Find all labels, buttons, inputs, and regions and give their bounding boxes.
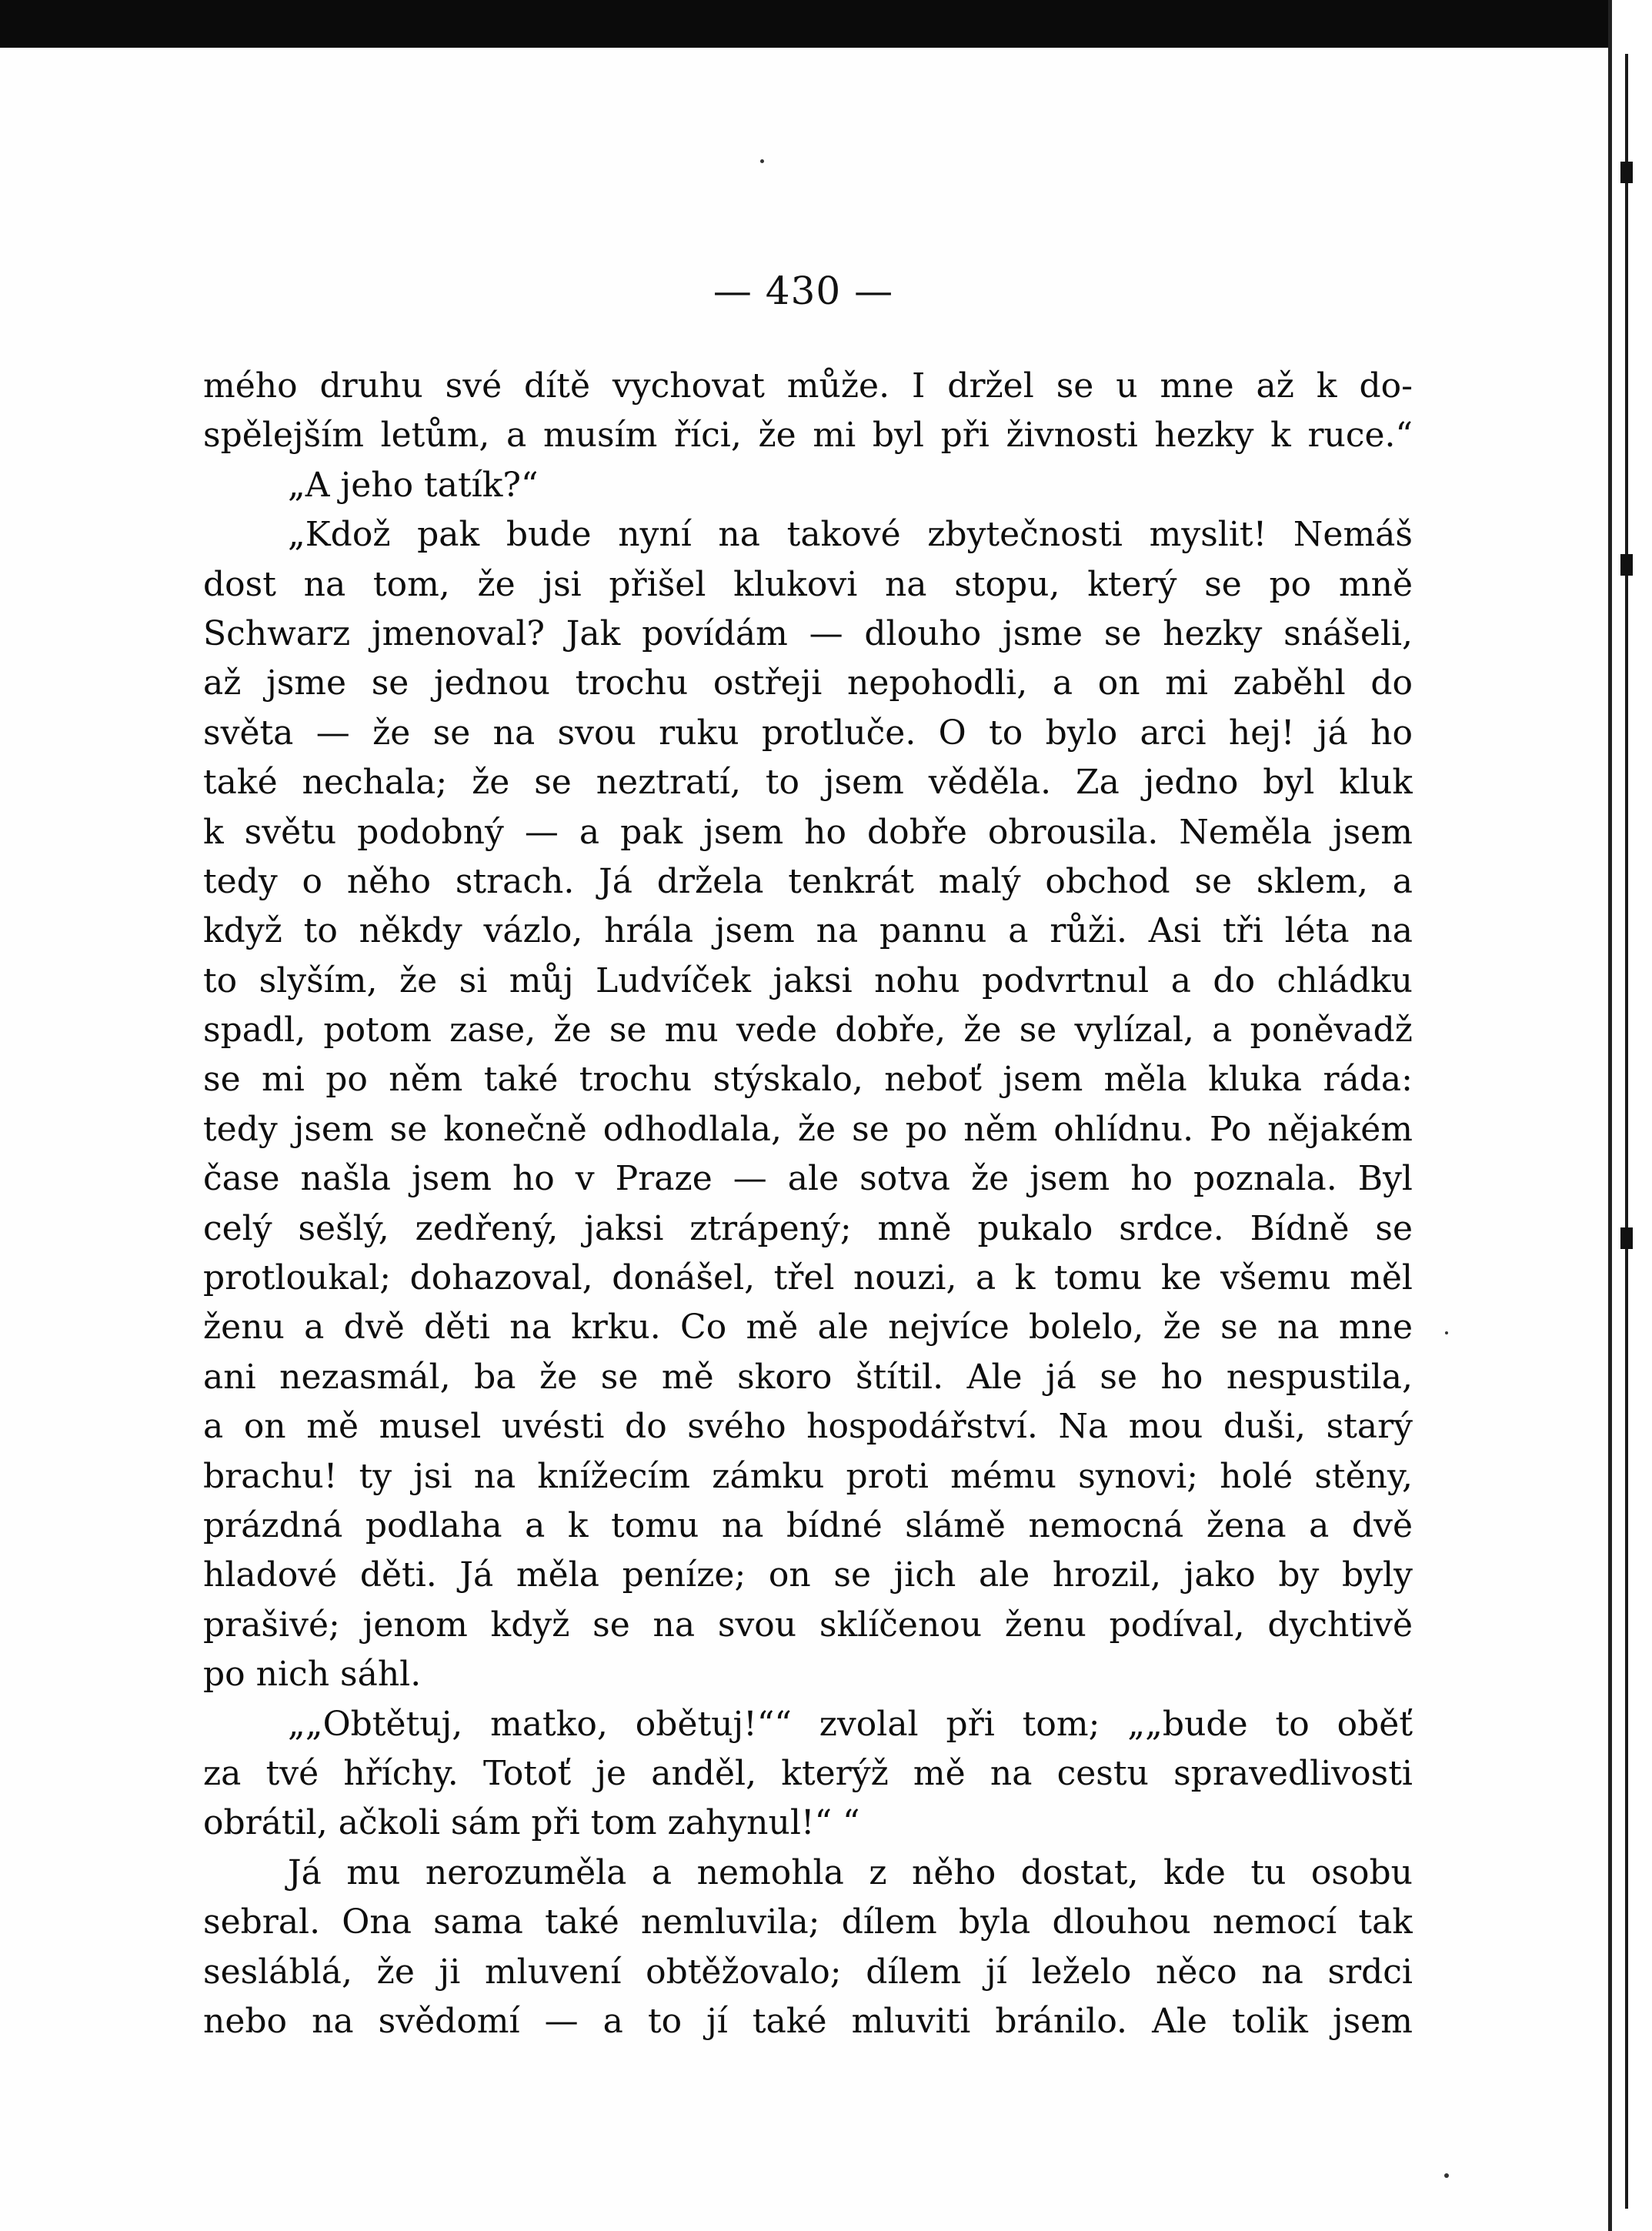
text-line: „„Obtětuj, matko, obětuj!““ zvolal při tom; „„bude to oběť (288, 1704, 1413, 1744)
text-line: prázdná podlaha a k tomu na bídné slámě nemocná žena a dvě (203, 1505, 1413, 1545)
dust-speck (1445, 1331, 1448, 1334)
text-line: to slyším, že si můj Ludvíček jaksi nohu podvrtnul a do chládku (203, 960, 1413, 1000)
text-line: a on mě musel uvésti do svého hospodářství. Na mou duši, starý (203, 1407, 1413, 1447)
text-line: protloukal; dohazoval, donášel, třel nouzi, a k tomu ke všemu měl (203, 1258, 1413, 1298)
text-line: až jsme se jednou trochu ostřeji nepohodli, a on mi zaběhl do (203, 663, 1413, 703)
text-line: brachu! ty jsi na knížecím zámku proti mému synovi; holé stěny, (203, 1456, 1413, 1496)
text-line: dost na tom, že jsi přišel klukovi na stopu, který se po mně (203, 564, 1413, 604)
book-edge-mark (1620, 162, 1633, 183)
text-line: spadl, potom zase, že se mu vede dobře, že se vylízal, a poněvadž (203, 1010, 1413, 1050)
scan-top-border (0, 0, 1652, 48)
text-line: Já mu nerozuměla a nemohla z něho dostat, kde tu osobu (288, 1852, 1413, 1892)
book-edge-mark (1620, 554, 1633, 576)
text-line: sesláblá, že ji mluvení obtěžovalo; dílem jí leželo něco na srdci (203, 1952, 1413, 1992)
text-line: prašivé; jenom když se na svou sklíčenou ženu podíval, dychtivě (203, 1605, 1413, 1645)
text-line: po nich sáhl. (203, 1655, 422, 1695)
text-line: celý sešlý, zedřený, jaksi ztrápený; mně pukalo srdce. Bídně se (203, 1208, 1413, 1248)
book-edge-line (1625, 54, 1628, 2209)
text-line: „Kdož pak bude nyní na takové zbytečnosti myslit! Nemáš (288, 515, 1413, 555)
text-line: tedy o něho strach. Já držela tenkrát malý obchod se sklem, a (203, 861, 1413, 901)
dust-speck (1444, 2173, 1449, 2178)
text-line: také nechala; že se neztratí, to jsem věděla. Za jedno byl kluk (203, 763, 1413, 803)
text-line: ženu a dvě děti na krku. Co mě ale nejvíce bolelo, že se na mne (203, 1308, 1413, 1348)
text-line: ani nezasmál, ba že se mě skoro štítil. Ale já se ho nespustila, (203, 1357, 1413, 1397)
text-line: spělejším letům, a musím říci, že mi byl při živnosti hezky k ruce.“ (203, 416, 1413, 456)
text-line: se mi po něm také trochu stýskalo, neboť jsem měla kluka ráda: (203, 1060, 1413, 1100)
text-line: Schwarz jmenoval? Jak povídám — dlouho jsme se hezky snášeli, (203, 613, 1413, 653)
text-line: čase našla jsem ho v Praze — ale sotva že jsem ho poznala. Byl (203, 1159, 1413, 1199)
text-line: světa — že se na svou ruku protluče. O to bylo arci hej! já ho (203, 713, 1413, 753)
text-line: hladové děti. Já měla peníze; on se jich ale hrozil, jako by byly (203, 1555, 1413, 1595)
text-line: „A jeho tatík?“ (288, 465, 539, 505)
text-line: k světu podobný — a pak jsem ho dobře obrousila. Neměla jsem (203, 812, 1413, 852)
dust-speck (760, 159, 764, 163)
text-line: nebo na svědomí — a to jí také mluviti bránilo. Ale tolik jsem (203, 2001, 1413, 2041)
page-number: — 430 — (713, 269, 894, 313)
book-edge (1608, 0, 1652, 2231)
text-line: tedy jsem se konečně odhodlala, že se po něm ohlídnu. Po nějakém (203, 1109, 1413, 1149)
text-line: obrátil, ačkoli sám při tom zahynul!“ “ (203, 1803, 860, 1843)
text-line: mého druhu své dítě vychovat může. I držel se u mne až k do- (203, 366, 1413, 406)
body-text (203, 362, 1413, 2046)
book-page (0, 48, 1607, 2231)
text-line: za tvé hříchy. Totoť je anděl, kterýž mě na cestu spravedlivosti (203, 1753, 1413, 1793)
book-edge-mark (1620, 1227, 1633, 1249)
text-line: když to někdy vázlo, hrála jsem na pannu a růži. Asi tři léta na (203, 911, 1413, 951)
text-line: sebral. Ona sama také nemluvila; dílem byla dlouhou nemocí tak (203, 1902, 1413, 1942)
